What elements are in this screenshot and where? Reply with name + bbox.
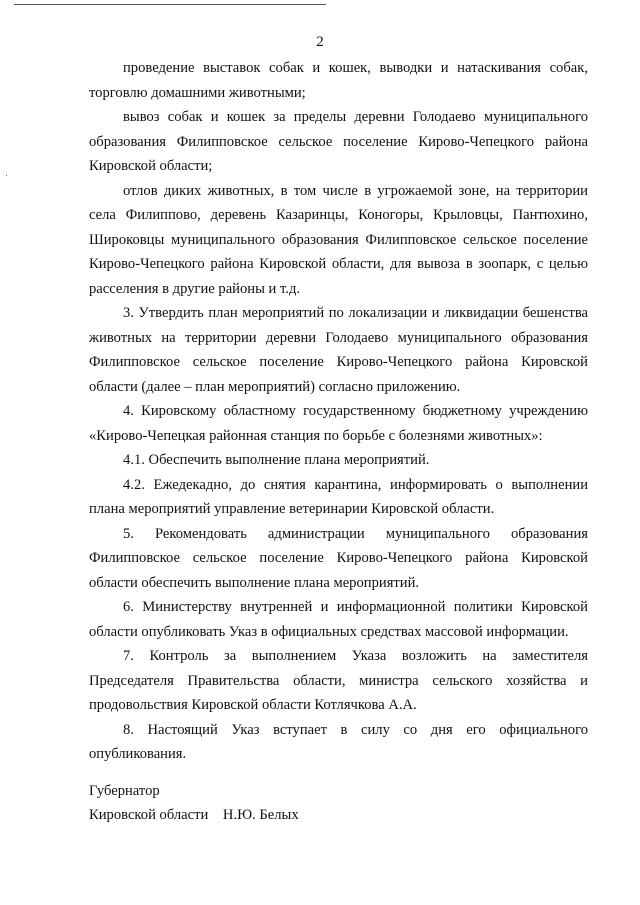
signature-title: Губернатор (89, 783, 160, 799)
signature-name: Н.Ю. Белых (222, 807, 299, 823)
signature-block (89, 779, 299, 827)
paragraph-item-7: 7. Контроль за выполнением Указа возложить на заместителя Председателя Правительства области, министра сельского хозяйства и продовольствия Кировской области Котлячкова А.А. (89, 648, 588, 713)
signature-region: Кировской области (89, 807, 209, 823)
scan-speck (6, 175, 7, 176)
paragraph-item-4-1: 4.1. Обеспечить выполнение плана мероприятий. (123, 452, 430, 468)
paragraph-export-ban: вывоз собак и кошек за пределы деревни Голодаево муниципального образования Филипповское сельское поселение Кирово-Чепецкого района Кировской области; (89, 109, 588, 174)
top-rule (14, 4, 326, 5)
signature-region-line (89, 803, 299, 827)
paragraph-exhibitions-ban: проведение выставок собак и кошек, выводки и натаскивания собак, торговлю домашними животными; (89, 60, 588, 101)
page-number: 2 (316, 34, 324, 50)
document-body (89, 56, 588, 767)
paragraph-wild-animals-ban: отлов диких животных, в том числе в угрожаемой зоне, на территории села Филиппово, деревень Казаринцы, Коногоры, Крыловцы, Пантюхино, Широковцы муниципального образования Филипповское сельское поселение Кирово-Чепецкого района Кировской области, для вывоза в зоопарк, с целью расселения в другие районы и т.д. (89, 182, 588, 297)
paragraph-item-4: 4. Кировскому областному государственному бюджетному учреждению «Кирово-Чепецкая районная станция по борьбе с болезнями животных»: (89, 403, 588, 444)
paragraph-item-4-2: 4.2. Ежедекадно, до снятия карантина, информировать о выполнении плана мероприятий управление ветеринарии Кировской области. (89, 476, 588, 517)
paragraph-item-8: 8. Настоящий Указ вступает в силу со дня его официального опубликования. (89, 721, 588, 762)
paragraph-item-5: 5. Рекомендовать администрации муниципального образования Филипповское сельское поселение Кирово-Чепецкого района Кировской области обеспечить выполнение плана мероприятий. (89, 525, 588, 591)
paragraph-item-3: 3. Утвердить план мероприятий по локализации и ликвидации бешенства животных на территории деревни Голодаево муниципального образования Филипповское сельское поселение Кирово-Чепецкого района Кировской области (далее – план мероприятий) согласно приложению. (89, 305, 588, 395)
paragraph-item-6: 6. Министерству внутренней и информационной политики Кировской области опубликовать Указ в официальных средствах массовой информации. (89, 599, 588, 640)
